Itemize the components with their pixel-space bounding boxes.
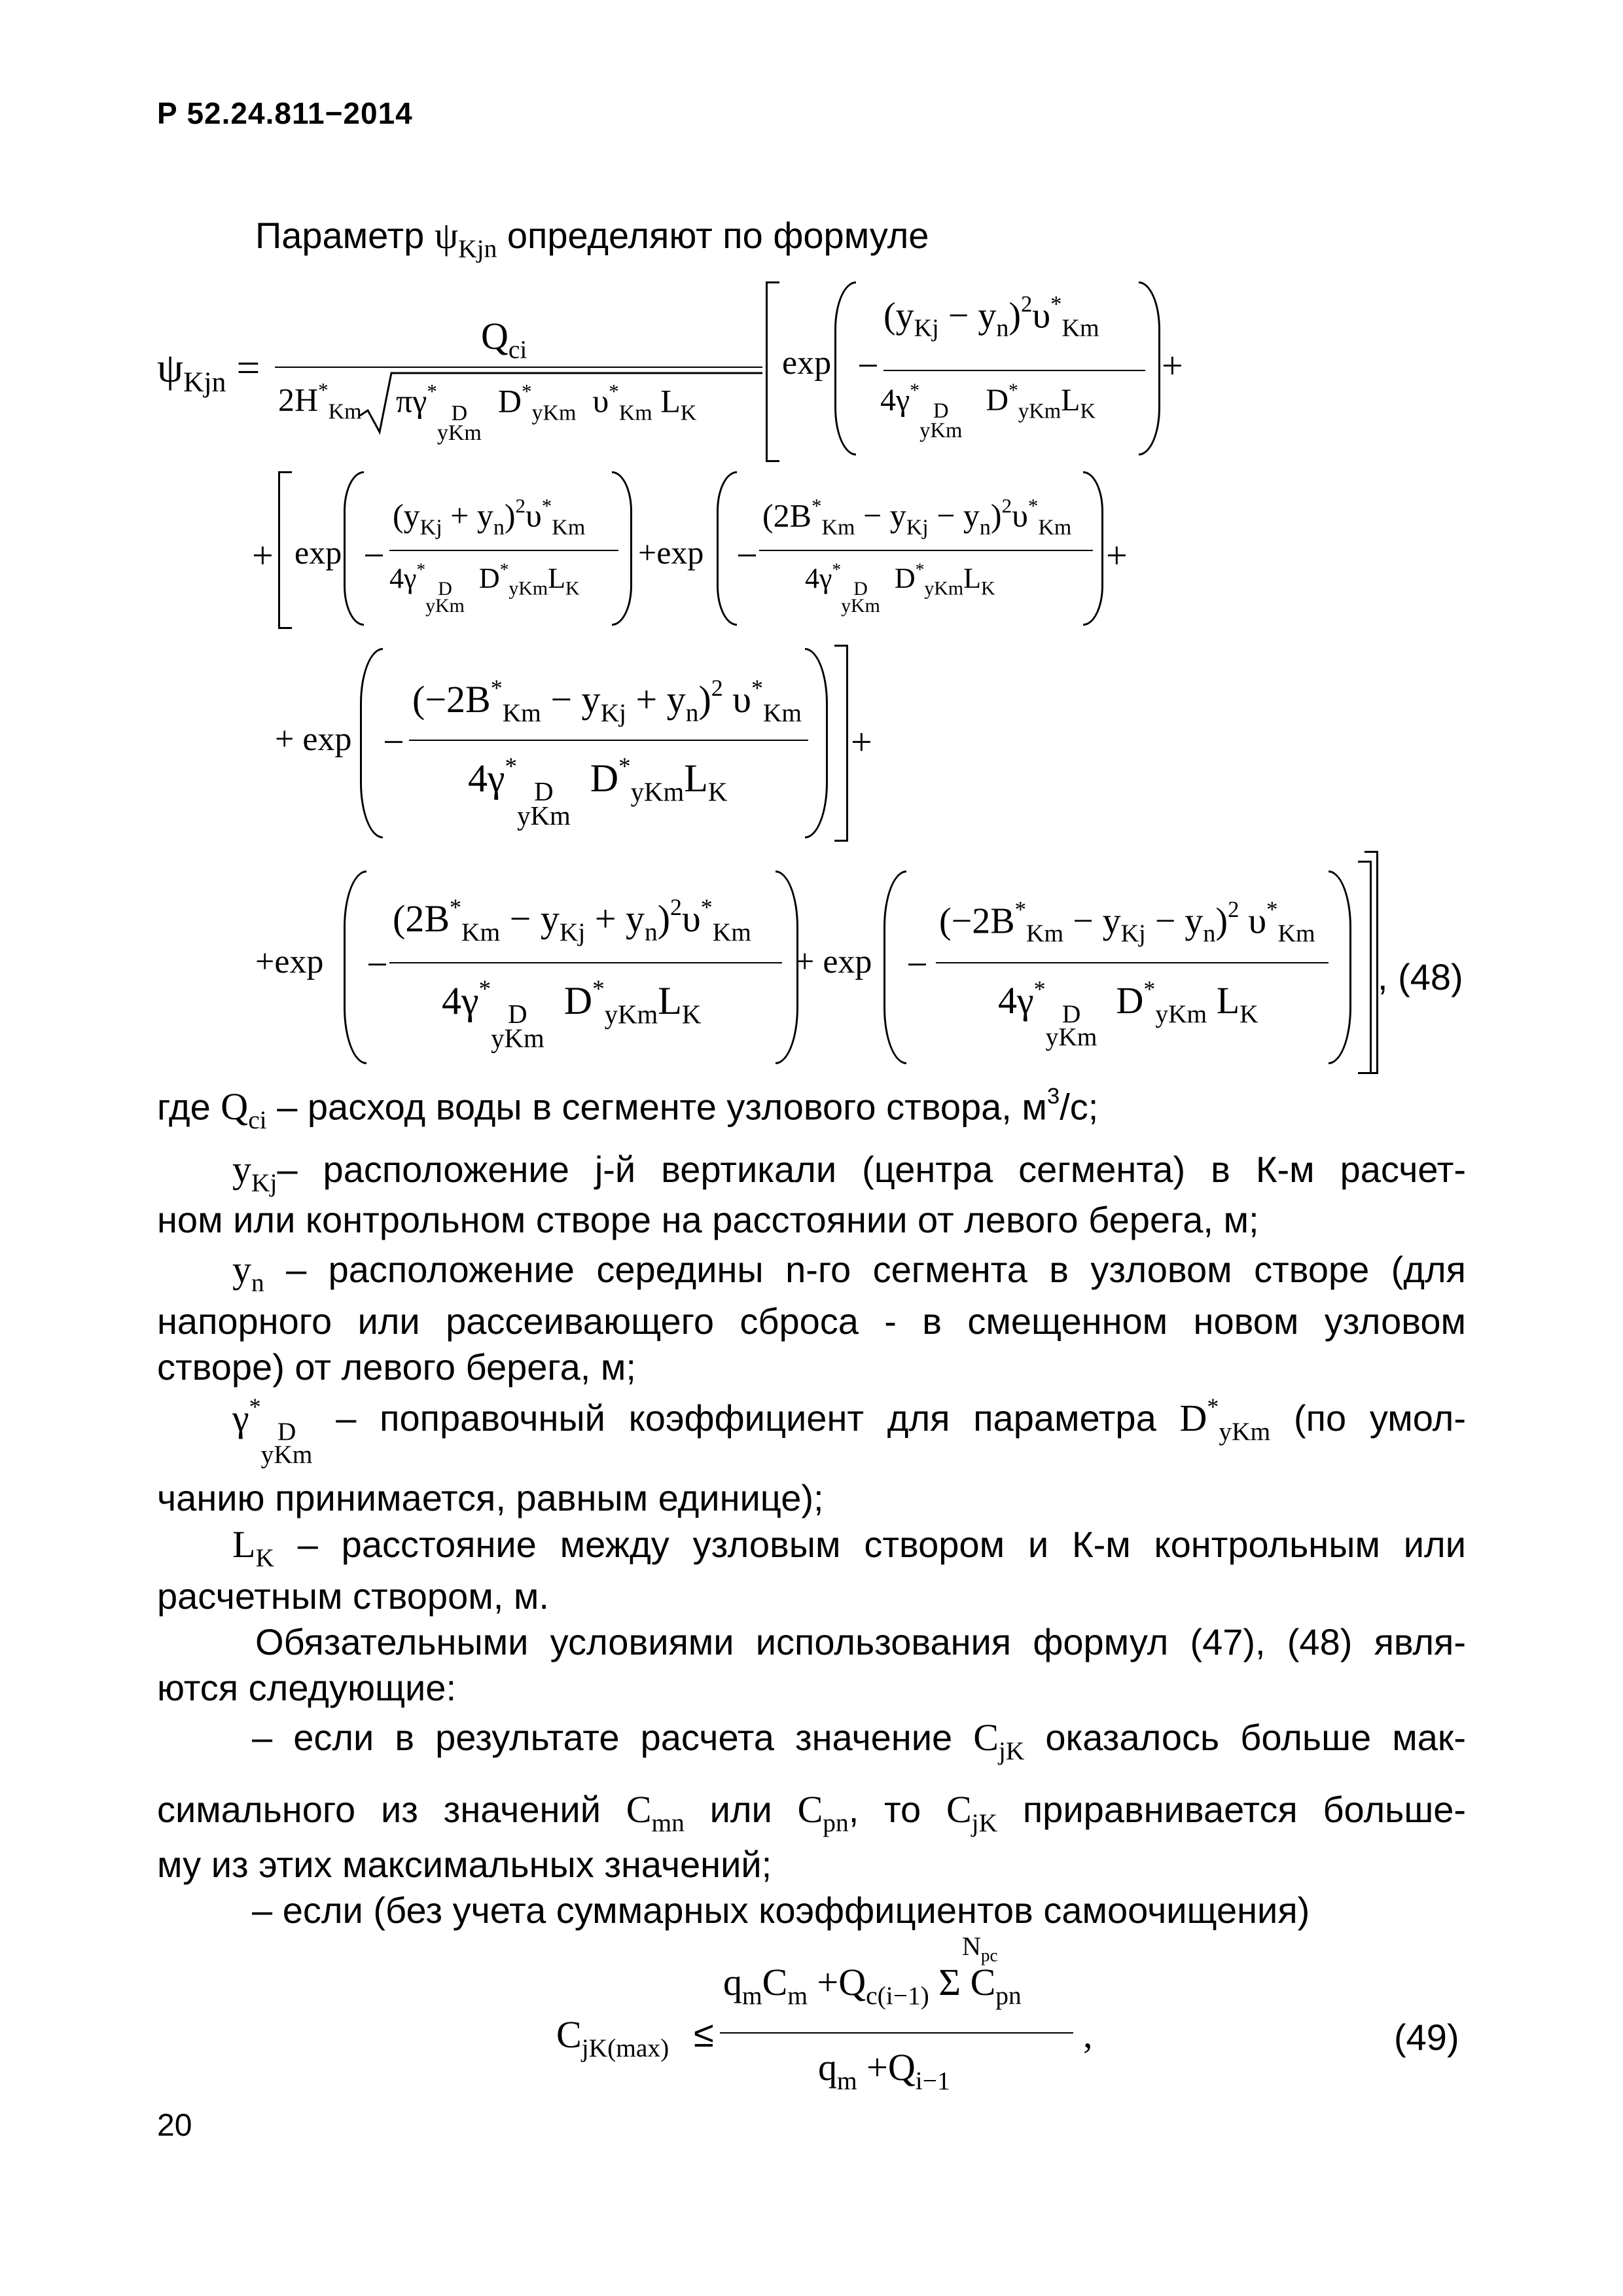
def-yn-line3: створе) от левого берега, м; <box>157 1346 636 1388</box>
f48-paren-r-6 <box>1329 870 1351 1064</box>
f48-plus-3: + <box>1106 534 1128 577</box>
f49-bar <box>720 2032 1073 2034</box>
f48-term4-den: 4γ* D yKm $D^*_{yKm}L_K$ <box>468 753 728 831</box>
f48-plus-exp-6: + exp <box>795 943 872 980</box>
f48-term6-num: $(-2B^*_{Km} - y_{Kj} - y_n)^2$ $\upsilon^*_{Km}$ <box>939 897 1315 948</box>
f48-bracket-left-2 <box>278 471 292 629</box>
f48-plus-1: + <box>1162 344 1183 387</box>
f48-plus-4: + <box>851 721 872 763</box>
f48-minus-6: − <box>906 943 928 986</box>
f48-term5-num: $(2B^*_{Km} - y_{Kj} + y_n)^2\upsilon^*_{Km}$ <box>393 894 751 946</box>
cond-c3: му из этих максимальных значений; <box>157 1844 772 1885</box>
f48-plus-2: + <box>252 534 274 577</box>
f48-term2-bar <box>389 550 618 551</box>
f48-paren-l-2 <box>344 471 364 626</box>
intro-after: определяют по формуле <box>507 215 929 256</box>
f48-sqrt-content: πγ* D yKm $D^*_{yKm}$ $\upsilon^*_{Km}$ $L_K$ <box>396 380 697 446</box>
f48-term3-den: 4γ* D yKm $D^*_{yKm}L_K$ <box>805 560 995 617</box>
intro-before: Параметр <box>255 215 425 256</box>
def-yn-line2: напорного или рассеивающего сброса - в смещенном новом узловом <box>157 1300 1466 1342</box>
f48-bracket-right-2 <box>834 645 848 842</box>
f48-term4-bar <box>409 740 808 741</box>
intro-line <box>255 213 929 264</box>
def-lk-line2: расчетным створом, м. <box>157 1575 549 1617</box>
def-ykj-line1: $y_{Kj}-$ расположение j-й вертикали (центра сегмента) в К-м расчет- <box>232 1148 1466 1197</box>
def-ykj-line2: ном или контрольном створе на расстоянии от левого берега, м; <box>157 1199 1259 1240</box>
f48-term2-den: 4γ* D yKm $D^*_{yKm}L_K$ <box>389 560 580 617</box>
f49-lhs: $C_{jK(max)}$ <box>556 2013 669 2062</box>
f48-term3-num: $(2B^*_{Km} - y_{Kj} - y_n)^2\upsilon^*_{Km}$ <box>762 494 1072 540</box>
f48-plus-exp-3: +exp <box>638 534 704 571</box>
intro-psi: $\psi_{Kjn}$ <box>434 214 497 263</box>
f48-prefactor-num: $Q_{ci}$ <box>481 315 527 364</box>
f48-plus-exp-4: + exp <box>275 721 352 758</box>
page-number: 20 <box>157 2108 192 2143</box>
f48-paren-l-4 <box>360 648 383 838</box>
f49-sigma-top: $N_{pc}$ <box>962 1931 998 1965</box>
f48-lhs: $\psi_{Kjn}$ = <box>157 344 260 399</box>
f48-term4-num: $(-2B^*_{Km} - y_{Kj} + y_n)^2$ $\upsilon^*_{Km}$ <box>412 675 802 727</box>
f48-term6-den: 4γ* D yKm $D^*_{yKm}$ $L_K$ <box>998 976 1258 1052</box>
f49-numerator: $q_mC_m +Q_{c(i-1)}$ Σ $C_{pn}$ <box>723 1961 1022 2010</box>
def-gamma-line1: γ* D yKm – поправочный коэффициент для параметра $D^*_{yKm}$ (по умол- <box>232 1393 1466 1469</box>
document-code-header: Р 52.24.811−2014 <box>157 96 413 130</box>
f49-le: ≤ <box>694 2013 714 2054</box>
f48-minus-2: − <box>363 534 385 577</box>
f48-term1-den: 4γ* D yKm $D^*_{yKm}L_K$ <box>880 380 1096 442</box>
f48-exp-2: exp <box>294 534 342 571</box>
def-q: где $Q_{ci}$ – расход воды в сегменте узлового створа, $м^3/с$; <box>157 1084 1099 1135</box>
cond-c1: – если в результате расчета значение $C_{jK}$ оказалось больше мак- <box>252 1716 1467 1765</box>
f48-minus-4: − <box>383 721 404 763</box>
f49-denominator: $q_m +Q_{i-1}$ <box>818 2046 950 2095</box>
f48-minus-3: − <box>736 534 758 577</box>
f48-term2-num: $(y_{Kj} + y_n)^2\upsilon^*_{Km}$ <box>393 494 586 540</box>
def-lk-line1: $L_K$ – расстояние между узловым створом и К-м контрольным или <box>232 1523 1466 1572</box>
f48-term5-bar <box>389 962 782 963</box>
f48-paren-r-1 <box>1139 281 1160 456</box>
f48-paren-l-1 <box>834 281 856 456</box>
f48-term3-bar <box>759 550 1093 551</box>
f48-term6-bar <box>936 962 1329 963</box>
f48-paren-l-6 <box>883 870 906 1064</box>
f48-paren-r-4 <box>805 648 828 838</box>
def-yn-line1: $y_n$ – расположение середины n-го сегмента в узловом створе (для <box>232 1248 1466 1297</box>
f48-plus-exp-5: +exp <box>255 943 324 980</box>
f48-bracket-left-1 <box>766 281 779 462</box>
def-gamma-line2: чанию принимается, равным единице); <box>157 1477 824 1518</box>
f49-number: (49) <box>1394 2017 1459 2058</box>
cond-c2: симального из значений $C_{mn}$ или $C_{pn}$, то $C_{jK}$ приравнивается больше- <box>157 1788 1467 1837</box>
f48-paren-r-2 <box>612 471 632 626</box>
cond-line1: Обязательными условиями использования формул (47), (48) явля- <box>255 1621 1466 1662</box>
f48-minus-1: − <box>857 344 879 387</box>
f48-paren-r-3 <box>1083 471 1103 626</box>
f49-comma: , <box>1083 2013 1093 2056</box>
f48-number: , (48) <box>1378 956 1463 997</box>
f48-term1-bar <box>883 370 1145 371</box>
f48-term5-den: 4γ* D yKm $D^*_{yKm}L_K$ <box>442 976 702 1053</box>
f48-prefactor-bar <box>275 367 762 368</box>
f48-prefactor-den: $2H^*_{Km}$ <box>278 378 362 424</box>
cond-c4: – если (без учета суммарных коэффициентов самоочищения) <box>252 1890 1310 1931</box>
cond-line2: ются следующие: <box>157 1667 456 1708</box>
f48-paren-l-5 <box>344 870 366 1064</box>
f48-bracket-right-3b <box>1364 851 1378 1074</box>
f48-exp-1: exp <box>782 344 832 382</box>
f48-term1-num: $(y_{Kj} - y_n)^2\upsilon^*_{Km}$ <box>883 291 1099 342</box>
f48-minus-5: − <box>366 943 388 986</box>
f48-paren-l-3 <box>717 471 737 626</box>
